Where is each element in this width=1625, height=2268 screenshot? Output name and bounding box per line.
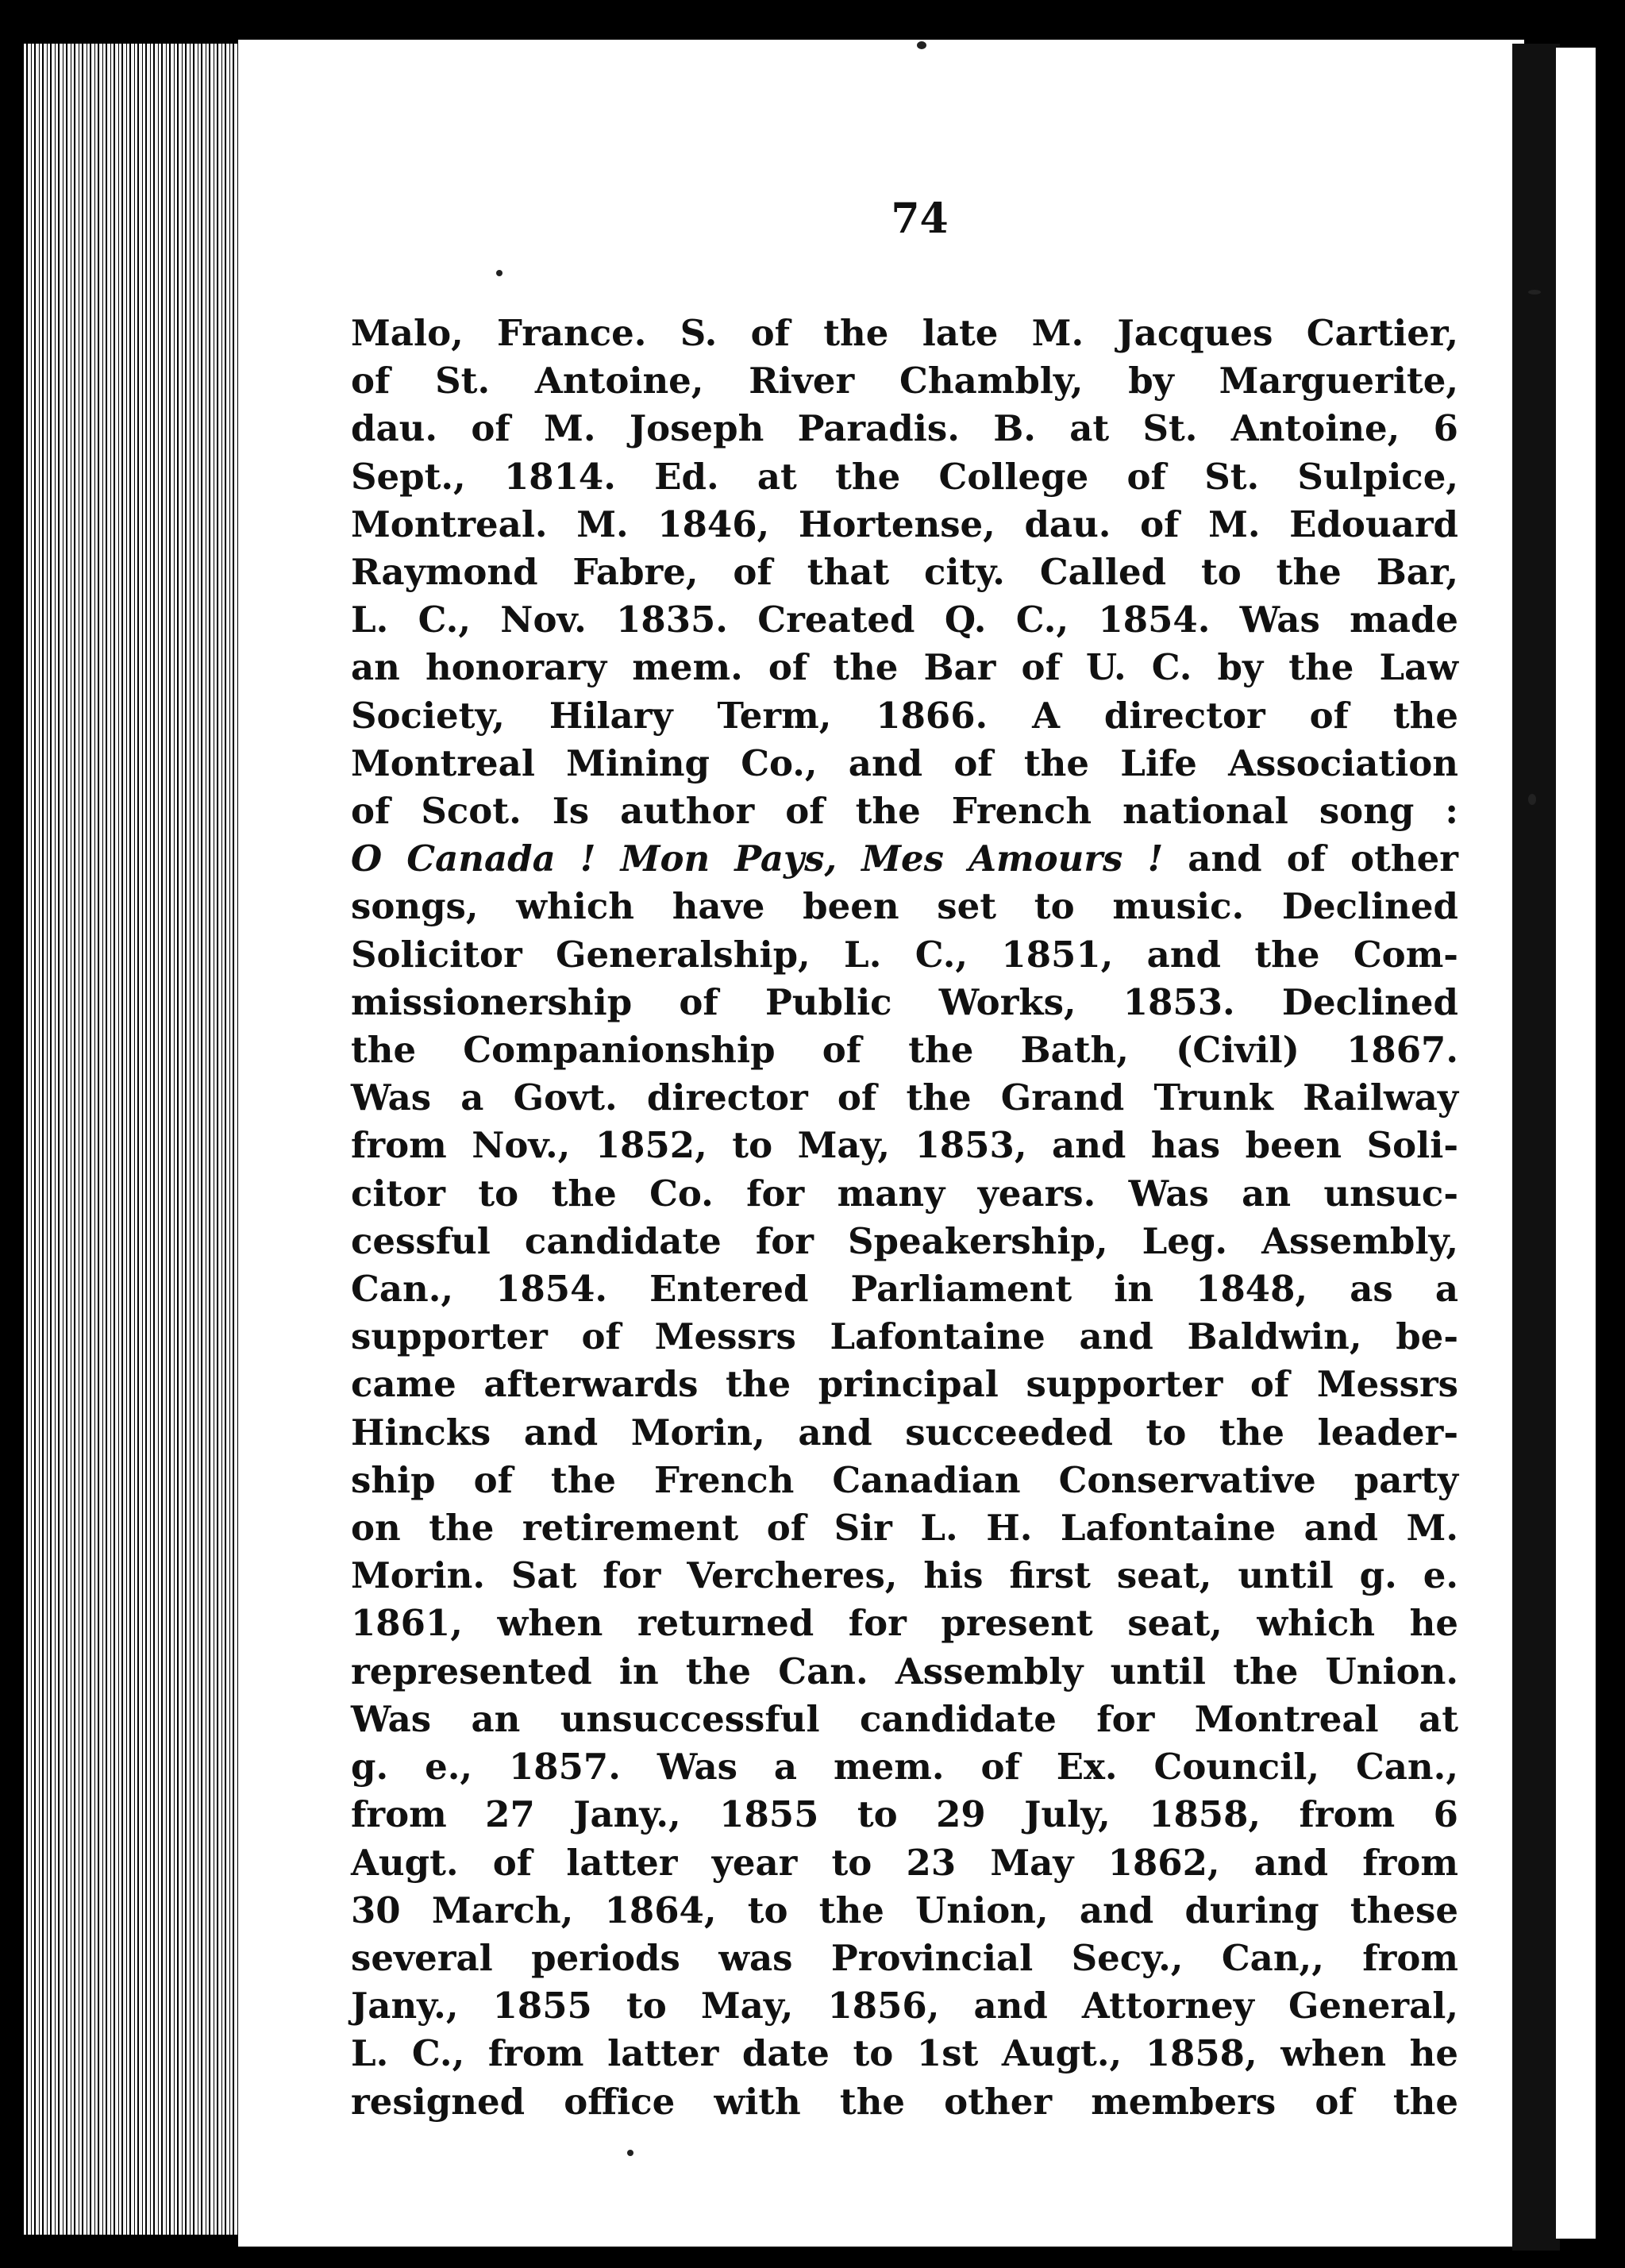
page-edges xyxy=(24,44,254,2235)
text-line: came afterwards the principal supporter of Messrs xyxy=(351,1363,1458,1406)
text-line: L. C., Nov. 1835. Created Q. C., 1854. Was made xyxy=(351,599,1458,641)
text-line: Sept., 1814. Ed. at the College of St. Sulpice, xyxy=(351,455,1458,498)
spine-shadow xyxy=(1512,44,1560,2251)
text-line: 30 March, 1864, to the Union, and during these xyxy=(351,1889,1458,1931)
text-line: Montreal Mining Co., and of the Life Association xyxy=(351,741,1458,784)
text-line: Hincks and Morin, and succeeded to the leader- xyxy=(351,1411,1458,1454)
text-line: g. e., 1857. Was a mem. of Ex. Council, Can., xyxy=(351,1746,1458,1789)
text-line: resigned office with the other members of the xyxy=(351,2080,1458,2123)
text-line: Was an unsuccessful candidate for Montreal at xyxy=(351,1697,1458,1740)
text-line: ship of the French Canadian Conservative party xyxy=(351,1458,1458,1501)
ink-speck xyxy=(917,41,926,49)
text-line: Can., 1854. Entered Parliament in 1848, as a xyxy=(351,1268,1458,1311)
right-page-edge xyxy=(1556,48,1596,2239)
text-line: citor to the Co. for many years. Was an unsuc- xyxy=(351,1172,1458,1215)
song-title: O Canada ! Mon Pays, Mes Amours ! xyxy=(351,838,1164,880)
text-line-song-title xyxy=(351,835,1458,883)
text-line: Jany., 1855 to May, 1856, and Attorney General, xyxy=(351,1985,1458,2027)
ink-speck xyxy=(627,2150,633,2156)
text-line: missionership of Public Works, 1853. Declined xyxy=(351,980,1458,1023)
ink-speck xyxy=(496,270,503,276)
text-line: of Scot. Is author of the French national song : xyxy=(351,790,1458,833)
text-line: Society, Hilary Term, 1866. A director of the xyxy=(351,694,1458,737)
text-line: Was a Govt. director of the Grand Trunk Railway xyxy=(351,1076,1458,1119)
text-line: of St. Antoine, River Chambly, by Marguerite, xyxy=(351,360,1458,402)
text-line: cessful candidate for Speakership, Leg. Assembly, xyxy=(351,1219,1458,1262)
ink-speck xyxy=(1528,794,1536,805)
text-line: Malo, France. S. of the late M. Jacques Cartier, xyxy=(351,312,1458,354)
text-line: Montreal. M. 1846, Hortense, dau. of M. Edouard xyxy=(351,503,1458,545)
text-line: from Nov., 1852, to May, 1853, and has been Soli- xyxy=(351,1124,1458,1167)
song-title-rest: and of other xyxy=(1163,838,1458,880)
text-line: Augt. of latter year to 23 May 1862, and from xyxy=(351,1841,1458,1884)
body-text xyxy=(351,310,1458,2126)
text-line: Solicitor Generalship, L. C., 1851, and the Com- xyxy=(351,933,1458,976)
text-line: represented in the Can. Assembly until the Union. xyxy=(351,1650,1458,1692)
text-line: an honorary mem. of the Bar of U. C. by the Law xyxy=(351,646,1458,689)
text-line: several periods was Provincial Secy., Can,, from xyxy=(351,1936,1458,1979)
text-line: 1861, when returned for present seat, which he xyxy=(351,1602,1458,1645)
text-line: on the retirement of Sir L. H. Lafontaine and M. xyxy=(351,1507,1458,1550)
text-line: Morin. Sat for Vercheres, his first seat, until g. e. xyxy=(351,1554,1458,1597)
text-line: supporter of Messrs Lafontaine and Baldwin, be- xyxy=(351,1315,1458,1358)
text-line: L. C., from latter date to 1st Augt., 1858, when he xyxy=(351,2032,1458,2075)
text-line: the Companionship of the Bath, (Civil) 1867. xyxy=(351,1029,1458,1072)
page-number: 74 xyxy=(891,194,949,243)
ink-speck xyxy=(1528,290,1541,295)
text-line: dau. of M. Joseph Paradis. B. at St. Antoine, 6 xyxy=(351,407,1458,450)
text-line: songs, which have been set to music. Declined xyxy=(351,885,1458,928)
text-line: from 27 Jany., 1855 to 29 July, 1858, from 6 xyxy=(351,1793,1458,1836)
text-line: Raymond Fabre, of that city. Called to the Bar, xyxy=(351,551,1458,594)
